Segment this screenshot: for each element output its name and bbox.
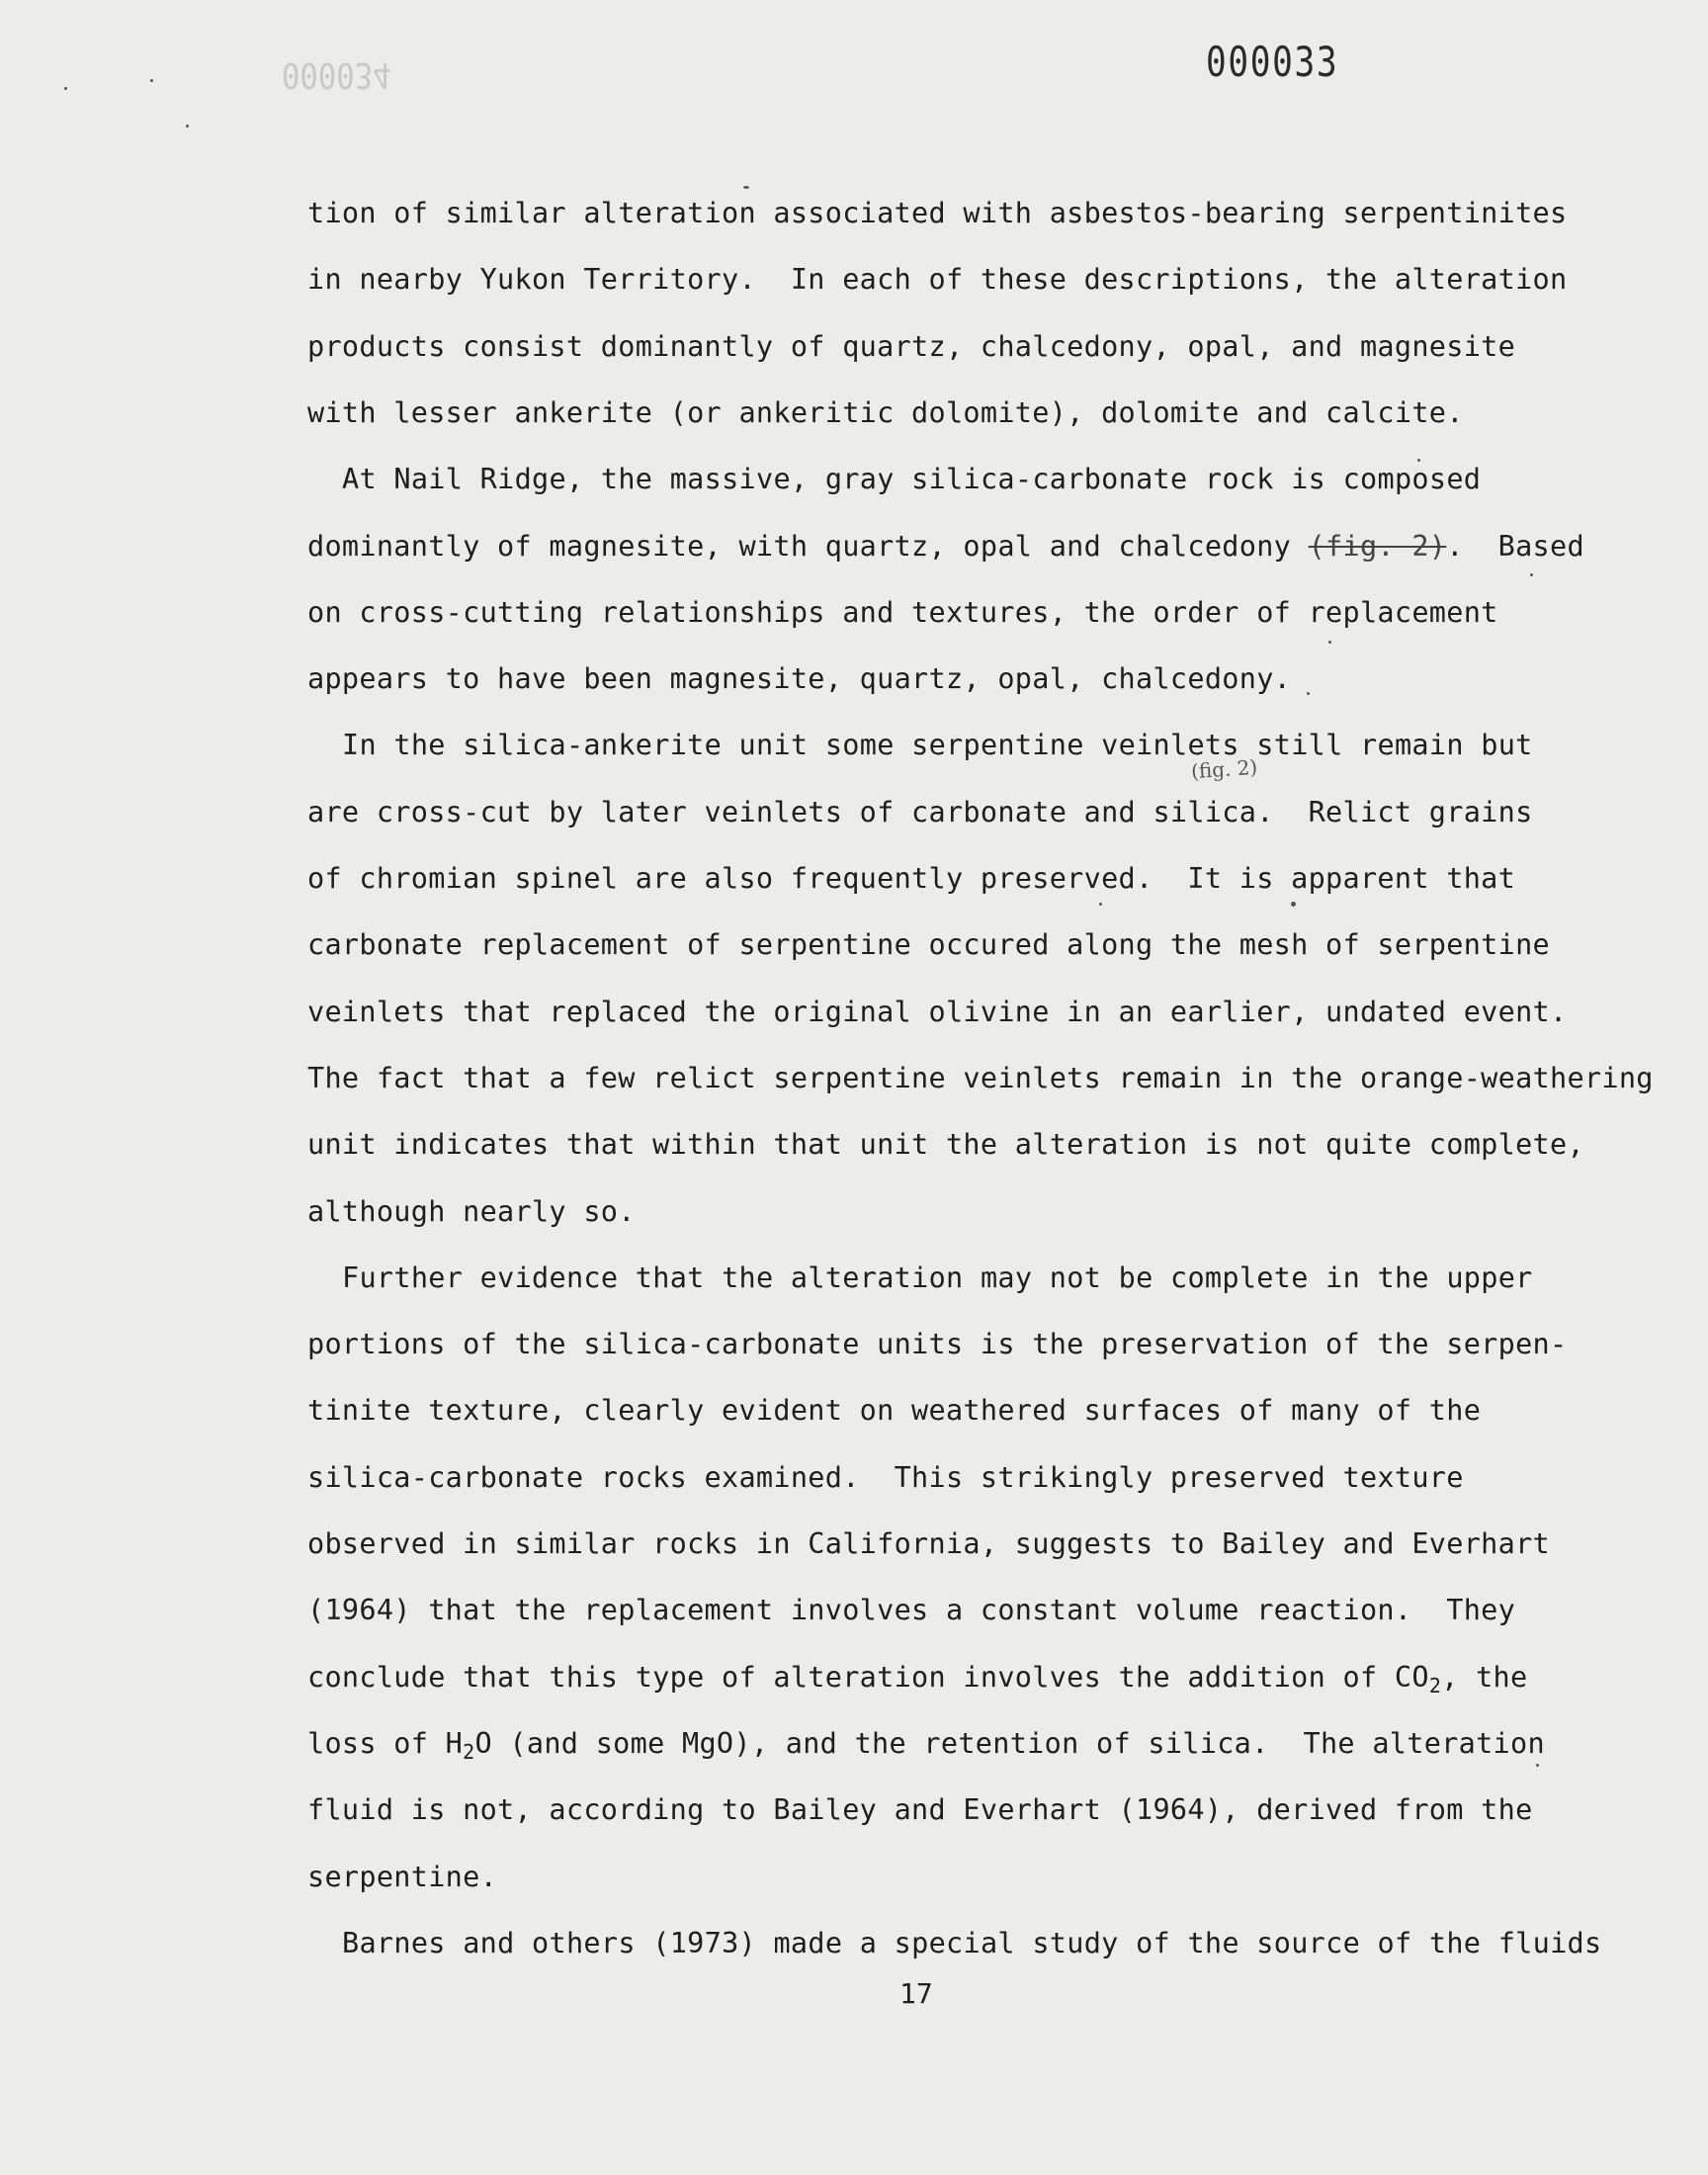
text-line-continuation: O (and some MgO), and the retention of silica. The alteration: [474, 1726, 1545, 1760]
scan-speck: [1328, 641, 1331, 644]
text-line: [307, 593, 1498, 633]
bates-number: 000033: [1206, 38, 1339, 86]
page-number: 17: [899, 1977, 933, 2010]
text-line: [342, 460, 1481, 499]
text-line-content: The fact that a few relict serpentine veinlets remain in the orange-weathering: [307, 1061, 1654, 1094]
text-line-content: observed in similar rocks in California, suggests to Bailey and Everhart: [307, 1527, 1551, 1560]
scan-speck: [1536, 1764, 1539, 1767]
text-line-content: tinite texture, clearly evident on weathered surfaces of many of the: [307, 1394, 1482, 1428]
text-line: [307, 1192, 636, 1232]
text-line: [307, 194, 1567, 233]
text-line-content: in nearby Yukon Territory. In each of these descriptions, the alteration: [307, 263, 1568, 297]
text-line-content: products consist dominantly of quartz, chalcedony, opal, and magnesite: [307, 329, 1516, 363]
struck-through-text: (fig. 2): [1308, 529, 1447, 563]
text-line-continuation: , the: [1441, 1660, 1528, 1694]
text-line: [307, 327, 1515, 367]
text-line-content: carbonate replacement of serpentine occured along the mesh of serpentine: [307, 928, 1551, 962]
text-line: [307, 1658, 1527, 1697]
text-line-continuation: . Based: [1446, 529, 1584, 563]
text-line-content: are cross-cut by later veinlets of carbonate and silica. Relict grains: [307, 795, 1533, 828]
text-line-content: conclude that this type of alteration involves the addition of CO: [307, 1660, 1429, 1694]
text-line: [307, 1391, 1481, 1431]
text-line: [307, 527, 1584, 566]
text-line: [307, 1724, 1545, 1764]
text-line-content: with lesser ankerite (or ankeritic dolomite), dolomite and calcite.: [307, 395, 1464, 429]
text-line: [307, 260, 1567, 300]
text-line-content: silica-carbonate rocks examined. This strikingly preserved texture: [307, 1460, 1464, 1494]
text-line-content: appears to have been magnesite, quartz, opal, chalcedony.: [307, 662, 1292, 696]
text-line: [342, 1259, 1533, 1298]
bleed-through-bates-number: 000034: [282, 54, 391, 95]
scan-speck: [1530, 573, 1533, 576]
text-line-content: of chromian spinel are also frequently preserved. It is apparent that: [307, 862, 1516, 895]
text-line-content: serpentine.: [307, 1860, 498, 1893]
scan-speck: [743, 186, 749, 189]
text-line-content: (1964) that the replacement involves a constant volume reaction. They: [307, 1594, 1516, 1627]
handwritten-annotation: (fig. 2): [1190, 754, 1258, 784]
text-line: [307, 1059, 1654, 1098]
text-line: [307, 1524, 1550, 1564]
subscript: 2: [463, 1739, 475, 1764]
text-line-content: In the silica-ankerite unit some serpentine veinlets still remain but: [342, 729, 1533, 762]
text-line-content: veinlets that replaced the original olivine in an earlier, undated event.: [307, 995, 1568, 1028]
scan-speck: [1291, 902, 1296, 907]
text-line: [307, 1125, 1584, 1165]
text-line: [307, 1458, 1464, 1498]
text-line: [307, 793, 1533, 832]
text-line-content: At Nail Ridge, the massive, gray silica-carbonate rock is composed: [342, 463, 1482, 496]
scan-speck: [186, 125, 189, 128]
text-line-content: dominantly of magnesite, with quartz, opal and chalcedony: [307, 529, 1309, 563]
text-line-content: Barnes and others (1973) made a special study of the source of the fluids: [342, 1926, 1602, 1959]
text-line-content: unit indicates that within that unit the alteration is not quite complete,: [307, 1128, 1584, 1162]
text-line: [307, 1591, 1515, 1630]
text-line: [307, 659, 1291, 699]
text-line: [307, 393, 1464, 433]
text-line: [307, 1325, 1567, 1364]
scan-speck: [1099, 903, 1102, 906]
text-line-content: fluid is not, according to Bailey and Everhart (1964), derived from the: [307, 1793, 1533, 1827]
text-line: [342, 726, 1533, 765]
text-line: [307, 993, 1567, 1032]
scan-speck: [64, 87, 67, 90]
text-line: [307, 859, 1515, 899]
text-line-content: portions of the silica-carbonate units is the preservation of the serpen-: [307, 1328, 1568, 1361]
subscript: 2: [1428, 1673, 1442, 1697]
text-line-content: although nearly so.: [307, 1194, 636, 1228]
text-line-content: tion of similar alteration associated with asbestos-bearing serpentinites: [307, 197, 1568, 229]
text-line: [307, 1858, 497, 1897]
text-line: [307, 925, 1550, 965]
text-line-content: on cross-cutting relationships and textures, the order of replacement: [307, 595, 1498, 629]
text-line: [342, 1924, 1601, 1963]
text-line-content: Further evidence that the alteration may not be complete in the upper: [342, 1261, 1533, 1294]
scan-speck: [1307, 692, 1310, 695]
text-line-content: loss of H: [307, 1726, 464, 1760]
scan-speck: [150, 79, 153, 82]
text-line: [307, 1790, 1533, 1830]
scan-speck: [1417, 459, 1420, 462]
